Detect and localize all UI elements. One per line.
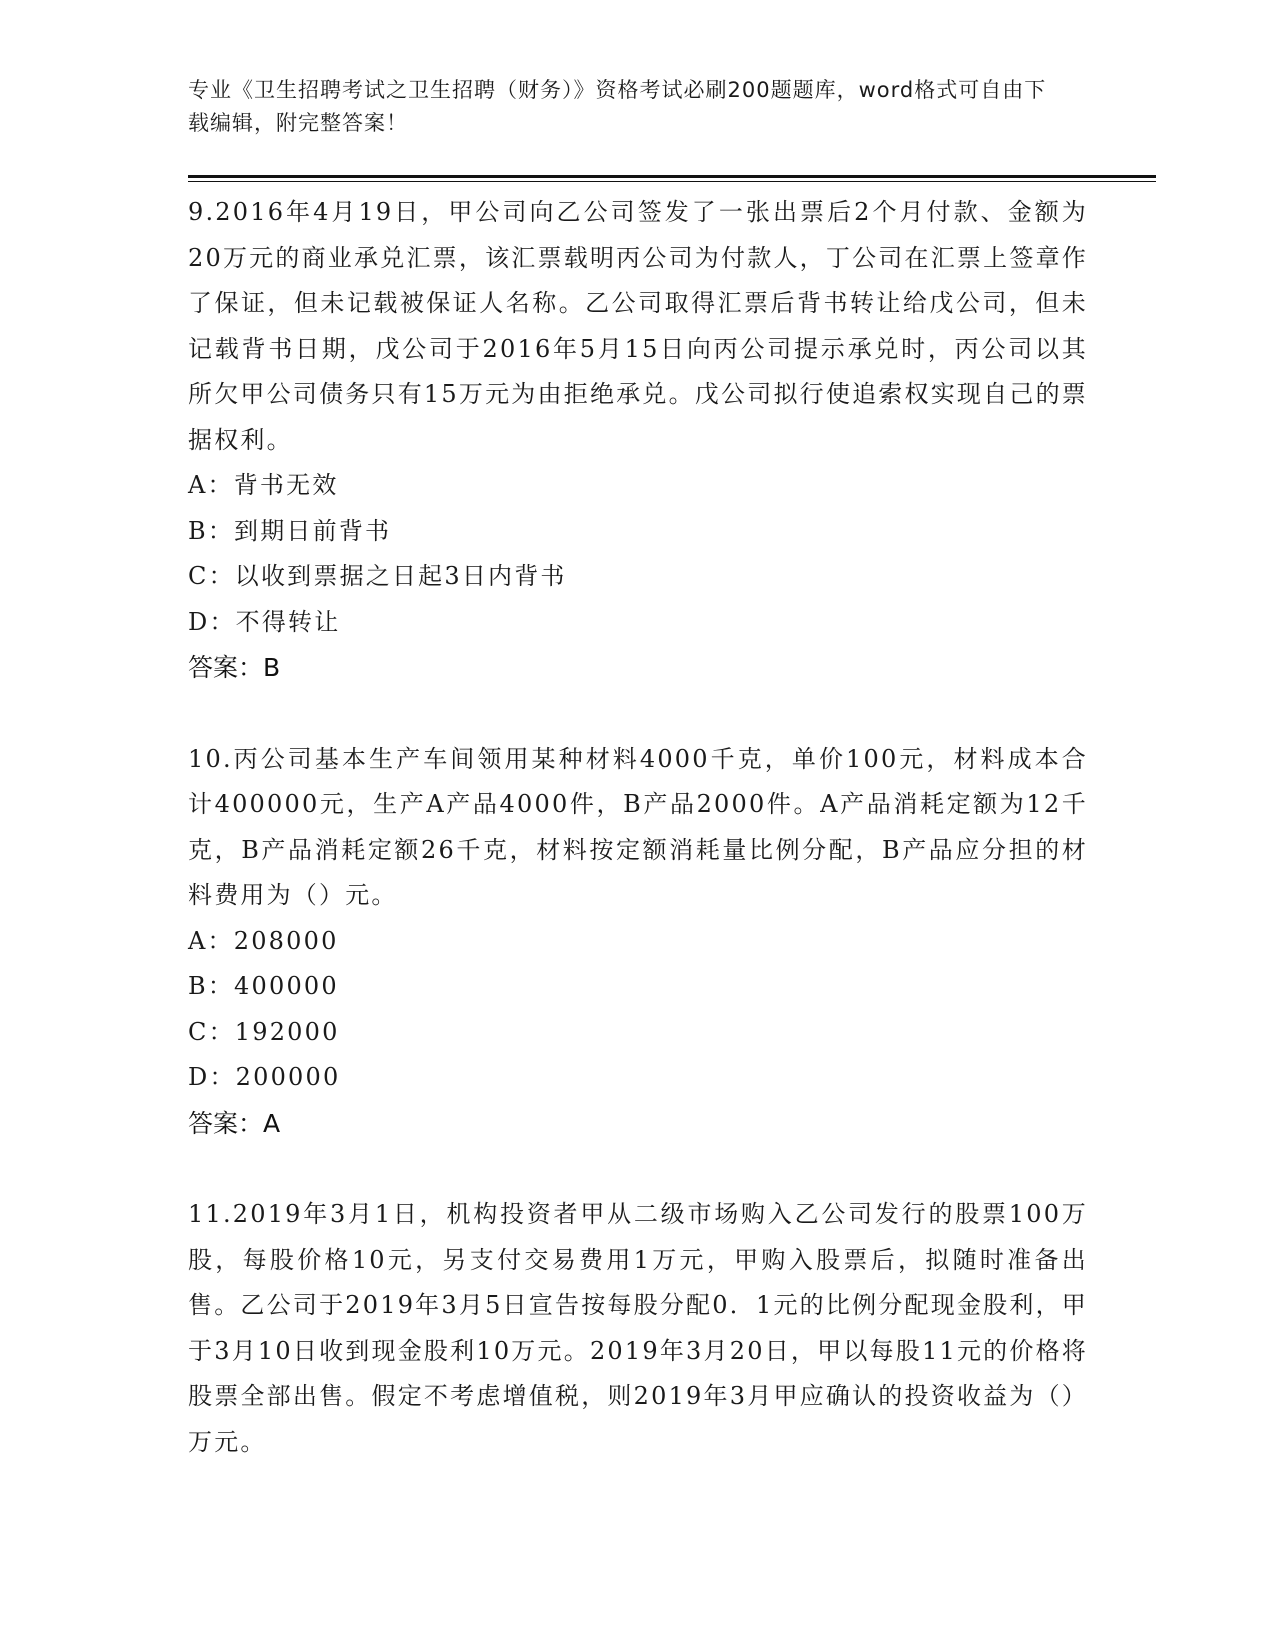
question-stem: 11.2019年3月1日，机构投资者甲从二级市场购入乙公司发行的股票100万股，每股价格10元，另支付交易费用1万元，甲购入股票后，拟随时准备出售。乙公司于2019年3月5日宣告按每股分配0．1元的比例分配现金股利，甲于3月10日收到现金股利10万元。2019年3月20日，甲以每股11元的价格将股票全部出售。假定不考虑增值税，则2019年3月甲应确认的投资收益为（）万元。 [188, 1200, 1088, 1456]
option-b: B：400000 [188, 972, 339, 1000]
option-c: C：192000 [188, 1017, 340, 1046]
document-header: 专业《卫生招聘考试之卫生招聘（财务）》资格考试必刷200题题库，word格式可自由下载编辑，附完整答案！ [188, 78, 1047, 135]
option-c: C：以收到票据之日起3日内背书 [188, 562, 567, 590]
answer-label: 答案：B [188, 653, 281, 682]
question-list [188, 190, 1088, 1465]
option-d: D：不得转让 [188, 607, 341, 636]
question-11 [188, 1192, 1088, 1465]
header-divider-thin [188, 181, 1156, 182]
question-stem: 10.丙公司基本生产车间领用某种材料4000千克，单价100元，材料成本合计400000元，生产A产品4000件，B产品2000件。A产品消耗定额为12千克，B产品消耗定额26千克，材料按定额消耗量比例分配，B产品应分担的材料费用为（）元。 [188, 744, 1088, 909]
question-10 [188, 737, 1088, 1147]
option-b: B：到期日前背书 [188, 516, 392, 545]
question-stem: 9.2016年4月19日，甲公司向乙公司签发了一张出票后2个月付款、金额为20万元的商业承兑汇票，该汇票载明丙公司为付款人，丁公司在汇票上签章作了保证，但未记载被保证人名称。乙公司取得汇票后背书转让给戊公司，但未记载背书日期，戊公司于2016年5月15日向丙公司提示承兑时，丙公司以其所欠甲公司债务只有15万元为由拒绝承兑。戊公司拟行使追索权实现自己的票据权利。 [188, 198, 1088, 454]
option-d: D：200000 [188, 1063, 341, 1091]
question-9 [188, 190, 1088, 691]
option-a: A：208000 [188, 926, 339, 955]
option-a: A：背书无效 [188, 471, 339, 499]
answer-label: 答案：A [188, 1108, 281, 1138]
header-divider-thick [188, 175, 1156, 178]
